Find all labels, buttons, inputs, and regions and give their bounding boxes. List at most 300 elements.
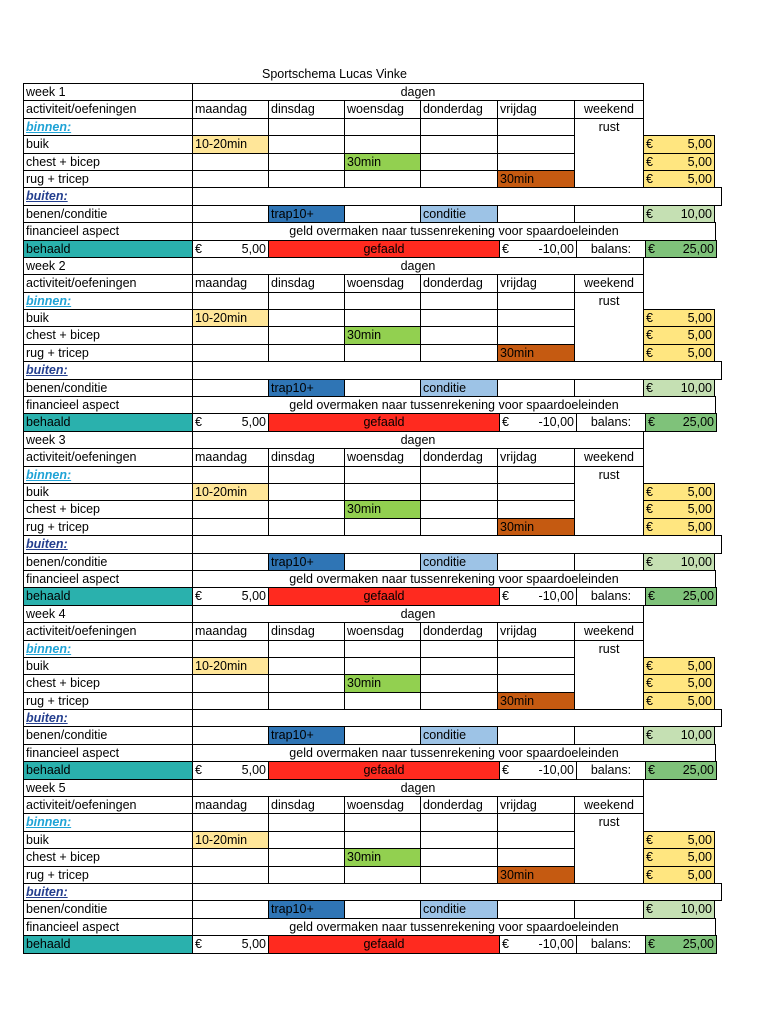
header-dinsdag: dinsdag (268, 274, 345, 292)
amount-rug (643, 866, 715, 884)
amount-rug (643, 692, 715, 710)
cell (192, 848, 269, 866)
benen-dinsdag: trap10+ (268, 726, 345, 744)
cell (192, 640, 269, 658)
behaald-amount (192, 413, 269, 431)
cell (420, 153, 498, 171)
currency-symbol: € (648, 415, 655, 430)
empty-cell (643, 257, 715, 275)
cell (192, 692, 269, 710)
cell (497, 500, 575, 518)
cell (344, 518, 421, 536)
row-label-rug: rug + tricep (23, 692, 193, 710)
amount-value: 5,00 (687, 693, 712, 708)
cell (268, 466, 345, 484)
amount-benen (643, 553, 715, 571)
currency-symbol: € (648, 763, 655, 778)
amount-value: 5,00 (687, 867, 712, 882)
cell (497, 831, 575, 849)
benen-row (23, 205, 721, 222)
amount-chest (643, 326, 715, 344)
cell (497, 292, 575, 310)
cell (344, 379, 421, 397)
column-header-row (23, 274, 721, 291)
row-label-rug: rug + tricep (23, 170, 193, 188)
week-label: week 5 (23, 779, 193, 797)
amount-value: 10,00 (680, 206, 712, 221)
cell (497, 135, 575, 153)
benen-donderdag: conditie (420, 379, 498, 397)
cell (420, 483, 498, 501)
chest-woensdag: 30min (344, 153, 421, 171)
column-header-row (23, 100, 721, 117)
cell (420, 344, 498, 362)
currency-symbol: € (646, 345, 653, 360)
amount-chest (643, 674, 715, 692)
weekend-cell (574, 692, 644, 710)
amount-value: 10,00 (680, 554, 712, 569)
balans-amount (645, 935, 717, 953)
cell (497, 726, 575, 744)
cell (497, 466, 575, 484)
currency-symbol: € (646, 484, 653, 499)
header-woensdag: woensdag (344, 796, 421, 814)
buik-maandag: 10-20min (192, 483, 269, 501)
currency-symbol: € (195, 937, 202, 952)
currency-symbol: € (195, 241, 202, 256)
header-donderdag: donderdag (420, 796, 498, 814)
weekend-cell (574, 483, 644, 501)
gefaald-label: gefaald (268, 935, 500, 953)
amount-value: 25,00 (682, 589, 714, 604)
section-buiten: buiten: (23, 709, 193, 727)
weekend-cell (574, 866, 644, 884)
amount-chest (643, 500, 715, 518)
empty-cell (643, 448, 715, 466)
rug-vrijdag: 30min (497, 866, 575, 884)
empty-cell (643, 796, 715, 814)
benen-donderdag: conditie (420, 553, 498, 571)
currency-symbol: € (646, 728, 653, 743)
weekend-cell (574, 518, 644, 536)
behaald-amount (192, 935, 269, 953)
amount-buik (643, 309, 715, 327)
week-block (23, 431, 721, 605)
currency-symbol: € (646, 850, 653, 865)
section-buiten: buiten: (23, 535, 193, 553)
cell (192, 553, 269, 571)
financieel-row (23, 918, 721, 935)
cell (192, 518, 269, 536)
currency-symbol: € (646, 832, 653, 847)
amount-value: 5,00 (241, 241, 266, 256)
buik-maandag: 10-20min (192, 657, 269, 675)
amount-rug (643, 518, 715, 536)
cell (344, 205, 421, 223)
row-label-benen: benen/conditie (23, 553, 193, 571)
benen-dinsdag: trap10+ (268, 553, 345, 571)
weekend-cell (574, 170, 644, 188)
amount-value: 5,00 (687, 502, 712, 517)
cell (497, 483, 575, 501)
amount-value: 5,00 (241, 589, 266, 604)
gefaald-amount (499, 761, 577, 779)
amount-value: 5,00 (241, 937, 266, 952)
weekend-cell (574, 309, 644, 327)
section-binnen: binnen: (23, 292, 193, 310)
cell (192, 535, 722, 553)
empty-cell (643, 813, 715, 831)
balans-label: balans: (576, 761, 646, 779)
section-binnen: binnen: (23, 813, 193, 831)
amount-value: 25,00 (682, 763, 714, 778)
balans-label: balans: (576, 935, 646, 953)
chest-row (23, 674, 721, 691)
cell (192, 187, 722, 205)
buiten-row (23, 187, 721, 204)
empty-cell (643, 605, 715, 623)
cell (268, 813, 345, 831)
behaald-label: behaald (23, 587, 193, 605)
rug-row (23, 866, 721, 883)
row-label-buik: buik (23, 309, 193, 327)
cell (268, 118, 345, 136)
cell (344, 813, 421, 831)
cell (344, 726, 421, 744)
currency-symbol: € (502, 589, 509, 604)
row-label-chest: chest + bicep (23, 848, 193, 866)
cell (268, 866, 345, 884)
rust-cell: rust (574, 118, 644, 136)
header-dinsdag: dinsdag (268, 100, 345, 118)
cell (420, 518, 498, 536)
week-header-row (23, 257, 721, 274)
buiten-row (23, 535, 721, 552)
rust-cell: rust (574, 466, 644, 484)
amount-value: 5,00 (687, 519, 712, 534)
week-header-row (23, 431, 721, 448)
schedule-sheet (23, 83, 721, 953)
currency-symbol: € (646, 519, 653, 534)
amount-buik (643, 831, 715, 849)
financieel-row (23, 396, 721, 413)
currency-symbol: € (646, 658, 653, 673)
amount-value: -10,00 (538, 937, 574, 952)
rug-row (23, 170, 721, 187)
currency-symbol: € (648, 241, 655, 256)
amount-benen (643, 379, 715, 397)
cell (497, 813, 575, 831)
row-label-buik: buik (23, 831, 193, 849)
chest-woensdag: 30min (344, 848, 421, 866)
rug-vrijdag: 30min (497, 692, 575, 710)
buik-maandag: 10-20min (192, 135, 269, 153)
buik-row (23, 657, 721, 674)
amount-value: 5,00 (687, 832, 712, 847)
cell (268, 831, 345, 849)
cell (192, 500, 269, 518)
financieel-row (23, 744, 721, 761)
cell (192, 344, 269, 362)
header-activity: activiteit/oefeningen (23, 100, 193, 118)
binnen-row (23, 118, 721, 135)
amount-value: 5,00 (687, 171, 712, 186)
row-label-buik: buik (23, 135, 193, 153)
empty-cell (643, 779, 715, 797)
amount-value: 5,00 (687, 850, 712, 865)
cell (420, 848, 498, 866)
cell (192, 883, 722, 901)
chest-woensdag: 30min (344, 500, 421, 518)
buik-row (23, 135, 721, 152)
row-label-chest: chest + bicep (23, 326, 193, 344)
balans-amount (645, 240, 717, 258)
cell (268, 170, 345, 188)
currency-symbol: € (646, 867, 653, 882)
behaald-amount (192, 761, 269, 779)
buiten-row (23, 709, 721, 726)
header-activity: activiteit/oefeningen (23, 622, 193, 640)
rust-cell: rust (574, 813, 644, 831)
result-row (23, 761, 721, 778)
cell (344, 483, 421, 501)
week-block (23, 779, 721, 953)
cell (192, 379, 269, 397)
cell (268, 309, 345, 327)
dagen-label: dagen (192, 83, 644, 101)
buik-row (23, 831, 721, 848)
buik-row (23, 309, 721, 326)
cell (268, 640, 345, 658)
week-header-row (23, 83, 721, 100)
cell (420, 170, 498, 188)
balans-label: balans: (576, 587, 646, 605)
cell (268, 692, 345, 710)
cell (497, 379, 575, 397)
cell (268, 326, 345, 344)
financieel-text: geld overmaken naar tussenrekening voor spaardoeleinden (192, 222, 716, 240)
amount-value: 5,00 (241, 763, 266, 778)
cell (344, 466, 421, 484)
gefaald-amount (499, 240, 577, 258)
benen-row (23, 553, 721, 570)
cell (192, 900, 269, 918)
amount-benen (643, 205, 715, 223)
weekend-cell (574, 344, 644, 362)
behaald-amount (192, 240, 269, 258)
weekend-cell (574, 500, 644, 518)
cell (344, 118, 421, 136)
amount-value: -10,00 (538, 241, 574, 256)
header-maandag: maandag (192, 622, 269, 640)
benen-row (23, 726, 721, 743)
cell (268, 657, 345, 675)
cell (497, 674, 575, 692)
header-maandag: maandag (192, 100, 269, 118)
cell (420, 813, 498, 831)
header-vrijdag: vrijdag (497, 274, 575, 292)
financieel-text: geld overmaken naar tussenrekening voor spaardoeleinden (192, 918, 716, 936)
header-donderdag: donderdag (420, 448, 498, 466)
gefaald-label: gefaald (268, 240, 500, 258)
header-activity: activiteit/oefeningen (23, 448, 193, 466)
result-row (23, 240, 721, 257)
buik-row (23, 483, 721, 500)
cell (192, 726, 269, 744)
currency-symbol: € (646, 380, 653, 395)
cell (420, 692, 498, 710)
empty-cell (643, 622, 715, 640)
weekend-cell (574, 831, 644, 849)
binnen-row (23, 813, 721, 830)
rug-vrijdag: 30min (497, 170, 575, 188)
rug-vrijdag: 30min (497, 344, 575, 362)
cell (420, 831, 498, 849)
rug-vrijdag: 30min (497, 518, 575, 536)
cell (420, 674, 498, 692)
financieel-label: financieel aspect (23, 396, 193, 414)
financieel-label: financieel aspect (23, 570, 193, 588)
chest-row (23, 500, 721, 517)
empty-cell (643, 118, 715, 136)
chest-row (23, 326, 721, 343)
amount-value: 5,00 (687, 137, 712, 152)
cell (192, 466, 269, 484)
benen-donderdag: conditie (420, 205, 498, 223)
chest-woensdag: 30min (344, 326, 421, 344)
cell (268, 135, 345, 153)
financieel-text: geld overmaken naar tussenrekening voor spaardoeleinden (192, 744, 716, 762)
currency-symbol: € (646, 206, 653, 221)
section-binnen: binnen: (23, 640, 193, 658)
cell (497, 326, 575, 344)
amount-value: 25,00 (682, 241, 714, 256)
amount-value: 5,00 (687, 311, 712, 326)
row-label-chest: chest + bicep (23, 153, 193, 171)
cell (192, 170, 269, 188)
cell (574, 379, 644, 397)
cell (420, 309, 498, 327)
cell (574, 205, 644, 223)
week-block (23, 257, 721, 431)
weekend-cell (574, 153, 644, 171)
cell (192, 813, 269, 831)
financieel-row (23, 570, 721, 587)
empty-cell (643, 640, 715, 658)
cell (497, 118, 575, 136)
dagen-label: dagen (192, 605, 644, 623)
cell (268, 674, 345, 692)
header-vrijdag: vrijdag (497, 100, 575, 118)
gefaald-label: gefaald (268, 413, 500, 431)
rug-row (23, 344, 721, 361)
behaald-label: behaald (23, 761, 193, 779)
section-buiten: buiten: (23, 187, 193, 205)
financieel-label: financieel aspect (23, 744, 193, 762)
header-vrijdag: vrijdag (497, 796, 575, 814)
benen-dinsdag: trap10+ (268, 900, 345, 918)
rug-row (23, 518, 721, 535)
cell (497, 205, 575, 223)
weekend-cell (574, 848, 644, 866)
header-donderdag: donderdag (420, 622, 498, 640)
empty-cell (643, 292, 715, 310)
cell (192, 866, 269, 884)
amount-buik (643, 135, 715, 153)
cell (497, 848, 575, 866)
currency-symbol: € (646, 554, 653, 569)
cell (344, 344, 421, 362)
cell (497, 640, 575, 658)
cell (420, 466, 498, 484)
empty-cell (643, 83, 715, 101)
benen-row (23, 900, 721, 917)
cell (268, 500, 345, 518)
financieel-label: financieel aspect (23, 918, 193, 936)
amount-rug (643, 170, 715, 188)
currency-symbol: € (646, 502, 653, 517)
cell (192, 153, 269, 171)
header-dinsdag: dinsdag (268, 796, 345, 814)
cell (268, 344, 345, 362)
weekend-cell (574, 326, 644, 344)
cell (344, 170, 421, 188)
gefaald-amount (499, 935, 577, 953)
cell (497, 153, 575, 171)
currency-symbol: € (195, 589, 202, 604)
header-vrijdag: vrijdag (497, 448, 575, 466)
buik-maandag: 10-20min (192, 831, 269, 849)
balans-amount (645, 587, 717, 605)
dagen-label: dagen (192, 779, 644, 797)
gefaald-amount (499, 587, 577, 605)
row-label-benen: benen/conditie (23, 379, 193, 397)
benen-dinsdag: trap10+ (268, 205, 345, 223)
balans-label: balans: (576, 240, 646, 258)
currency-symbol: € (195, 763, 202, 778)
chest-row (23, 153, 721, 170)
cell (192, 118, 269, 136)
behaald-amount (192, 587, 269, 605)
benen-dinsdag: trap10+ (268, 379, 345, 397)
week-label: week 2 (23, 257, 193, 275)
header-vrijdag: vrijdag (497, 622, 575, 640)
cell (344, 640, 421, 658)
header-activity: activiteit/oefeningen (23, 274, 193, 292)
chest-woensdag: 30min (344, 674, 421, 692)
currency-symbol: € (646, 676, 653, 691)
week-block (23, 605, 721, 779)
cell (420, 135, 498, 153)
amount-rug (643, 344, 715, 362)
amount-value: 10,00 (680, 728, 712, 743)
cell (574, 553, 644, 571)
currency-symbol: € (646, 311, 653, 326)
cell (344, 831, 421, 849)
amount-value: 5,00 (241, 415, 266, 430)
amount-buik (643, 657, 715, 675)
cell (420, 866, 498, 884)
empty-cell (643, 274, 715, 292)
empty-cell (643, 100, 715, 118)
row-label-chest: chest + bicep (23, 500, 193, 518)
cell (192, 674, 269, 692)
buiten-row (23, 361, 721, 378)
header-donderdag: donderdag (420, 100, 498, 118)
section-buiten: buiten: (23, 361, 193, 379)
currency-symbol: € (648, 589, 655, 604)
cell (497, 657, 575, 675)
